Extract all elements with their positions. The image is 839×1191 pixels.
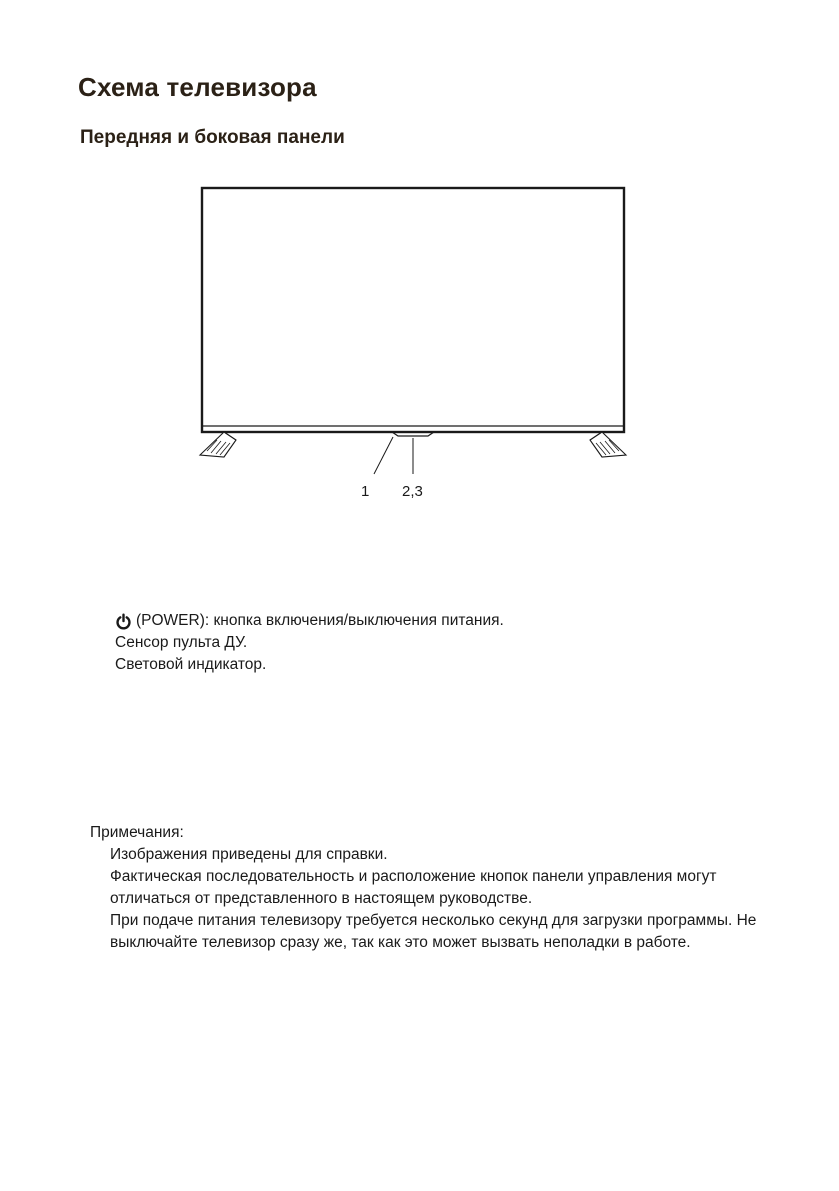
tv-left-stand <box>200 432 236 457</box>
legend-item-indicator <box>115 654 504 676</box>
legend-item-remote-sensor <box>115 632 504 654</box>
note-item: Изображения приведены для справки. <box>110 846 388 863</box>
component-legend <box>115 610 504 676</box>
notes-section <box>90 822 790 954</box>
legend-item-text: (POWER): кнопка включения/выключения питания. <box>136 612 504 629</box>
power-icon <box>115 613 132 630</box>
callout-line-1 <box>374 437 393 474</box>
section-title: Передняя и боковая панели <box>80 127 345 148</box>
note-item: При подаче питания телевизору требуется несколько секунд для загрузки программы. Не выключайте телевизор сразу же, так как это может вызвать неполадки в работе. <box>110 912 757 951</box>
tv-right-stand <box>590 432 626 457</box>
callout-label-2-3: 2,3 <box>402 483 423 500</box>
legend-item-power <box>115 610 504 632</box>
tv-screen-outline <box>202 188 624 432</box>
notes-heading: Примечания: <box>90 824 184 841</box>
legend-item-text: Сенсор пульта ДУ. <box>115 634 248 651</box>
legend-item-text: Световой индикатор. <box>115 656 267 673</box>
callout-label-1: 1 <box>361 483 370 500</box>
note-item: Фактическая последовательность и расположение кнопок панели управления могут отличаться от представленного в настоящем руководстве. <box>110 868 717 907</box>
tv-front-diagram <box>0 0 839 520</box>
page-title: Схема телевизора <box>78 72 317 102</box>
notes-list <box>90 844 790 954</box>
